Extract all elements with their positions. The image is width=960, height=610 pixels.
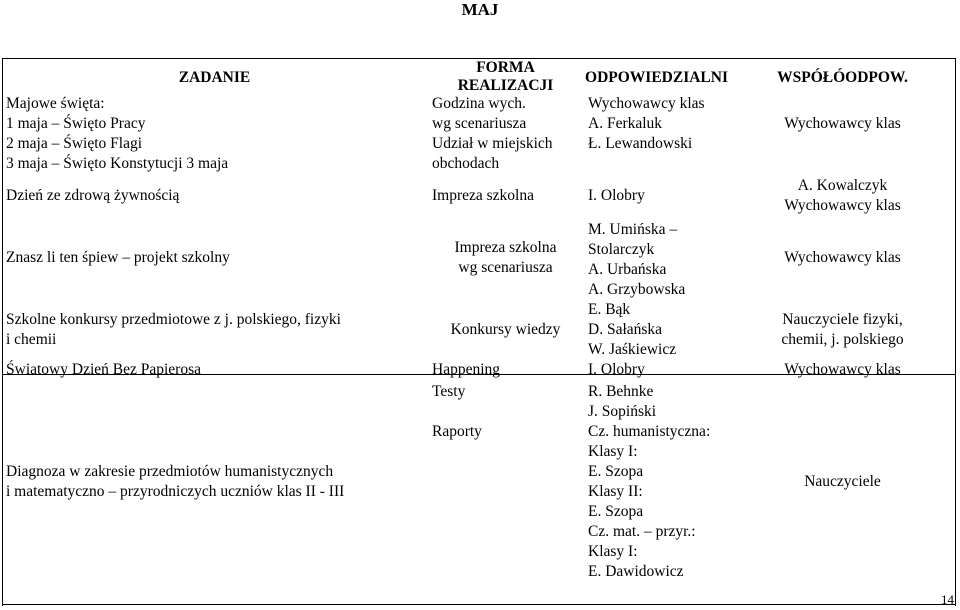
row0-zadanie-line2: 2 maja – Święto Flagi: [6, 135, 143, 152]
row5-forma-line0: Testy: [432, 383, 466, 400]
row3-odp-line2: W. Jaśkiewicz: [588, 341, 677, 358]
row5-odp-line2: Cz. humanistyczna:: [588, 423, 711, 440]
table-border-right: [955, 58, 956, 606]
row1-forma-line0: Impreza szkolna: [432, 187, 534, 204]
row3-odp-line1: D. Sałańska: [588, 321, 663, 338]
row0-forma-line2: Udział w miejskich: [432, 135, 553, 152]
row5-odp-line9: E. Dawidowicz: [588, 563, 684, 580]
row2-odp-line0: M. Umińska –: [588, 221, 678, 238]
page-number: 14: [941, 592, 954, 607]
page-title: MAJ: [461, 0, 499, 19]
row0-zadanie-line1: 1 maja – Święto Pracy: [6, 115, 146, 132]
header-forma-line2: REALIZACJI: [457, 77, 554, 94]
row4-odp-line0: I. Olobry: [588, 361, 645, 378]
row2-forma-line0: Impreza szkolna: [454, 239, 557, 256]
row2-zadanie-line0: Znasz li ten śpiew – projekt szkolny: [6, 249, 230, 266]
row1-odp-line0: I. Olobry: [588, 187, 645, 204]
row3-wsp-line1: chemii, j. polskiego: [781, 331, 904, 348]
row4-zadanie-line0: Światowy Dzień Bez Papierosa: [6, 361, 201, 378]
row5-zadanie-line1: i matematyczno – przyrodniczych uczniów klas II - III: [6, 483, 345, 500]
table-border-left: [2, 58, 3, 606]
row1-wsp-line1: Wychowawcy klas: [784, 197, 901, 214]
row5-odp-line7: Cz. mat. – przyr.:: [588, 523, 696, 540]
row0-odp-line2: Ł. Lewandowski: [588, 135, 693, 152]
row1-zadanie-line0: Dzień ze zdrową żywnością: [6, 187, 180, 204]
header-odpowiedzialni: ODPOWIEDZIALNI: [585, 69, 728, 86]
row3-zadanie-line0: Szkolne konkursy przedmiotowe z j. polskiego, fizyki: [6, 311, 341, 328]
header-zadanie: ZADANIE: [178, 69, 251, 86]
row2-odp-line3: A. Grzybowska: [588, 281, 686, 298]
row5-odp-line5: Klasy II:: [588, 483, 643, 500]
row5-odp-line1: J. Sopiński: [588, 403, 657, 420]
row5-odp-line6: E. Szopa: [588, 503, 644, 520]
row0-forma-line3: obchodach: [432, 155, 500, 172]
row5-forma-line1: Raporty: [432, 423, 482, 440]
row2-forma-line1: wg scenariusza: [458, 259, 553, 276]
row5-odp-line3: Klasy I:: [588, 443, 638, 460]
row0-forma-line0: Godzina wych.: [432, 95, 526, 112]
row0-wsp-line0: Wychowawcy klas: [784, 115, 901, 132]
row2-odp-line2: A. Urbańska: [588, 261, 667, 278]
row4-wsp-line0: Wychowawcy klas: [784, 361, 901, 378]
row0-odp-line0: Wychowawcy klas: [588, 95, 705, 112]
row3-odp-line0: E. Bąk: [588, 301, 631, 318]
row5-odp-line4: E. Szopa: [588, 463, 644, 480]
row3-wsp-line0: Nauczyciele fizyki,: [782, 311, 903, 328]
row4-forma-line0: Happening: [432, 361, 501, 378]
row1-wsp-line0: A. Kowalczyk: [797, 177, 888, 194]
row3-forma-line0: Konkursy wiedzy: [450, 321, 561, 338]
row2-wsp-line0: Wychowawcy klas: [784, 249, 901, 266]
row2-odp-line1: Stolarczyk: [588, 241, 655, 258]
row0-zadanie-line0: Majowe święta:: [6, 95, 105, 112]
header-wspolodpow: WSPÓŁÓODPOW.: [777, 69, 908, 86]
row0-zadanie-line3: 3 maja – Święto Konstytucji 3 maja: [6, 155, 229, 172]
row5-wsp-line0: Nauczyciele: [804, 473, 881, 490]
row3-zadanie-line1: i chemii: [6, 331, 57, 348]
row0-forma-line1: wg scenariusza: [432, 115, 527, 132]
schedule-table: [2, 58, 956, 606]
row5-odp-line0: R. Behnke: [588, 383, 654, 400]
row0-odp-line1: A. Ferkaluk: [588, 115, 663, 132]
row5-zadanie-line0: Diagnoza w zakresie przedmiotów humanistycznych: [6, 463, 334, 480]
row5-odp-line8: Klasy I:: [588, 543, 638, 560]
header-forma-line1: FORMA: [476, 59, 535, 76]
table-border-bottom: [2, 604, 956, 605]
